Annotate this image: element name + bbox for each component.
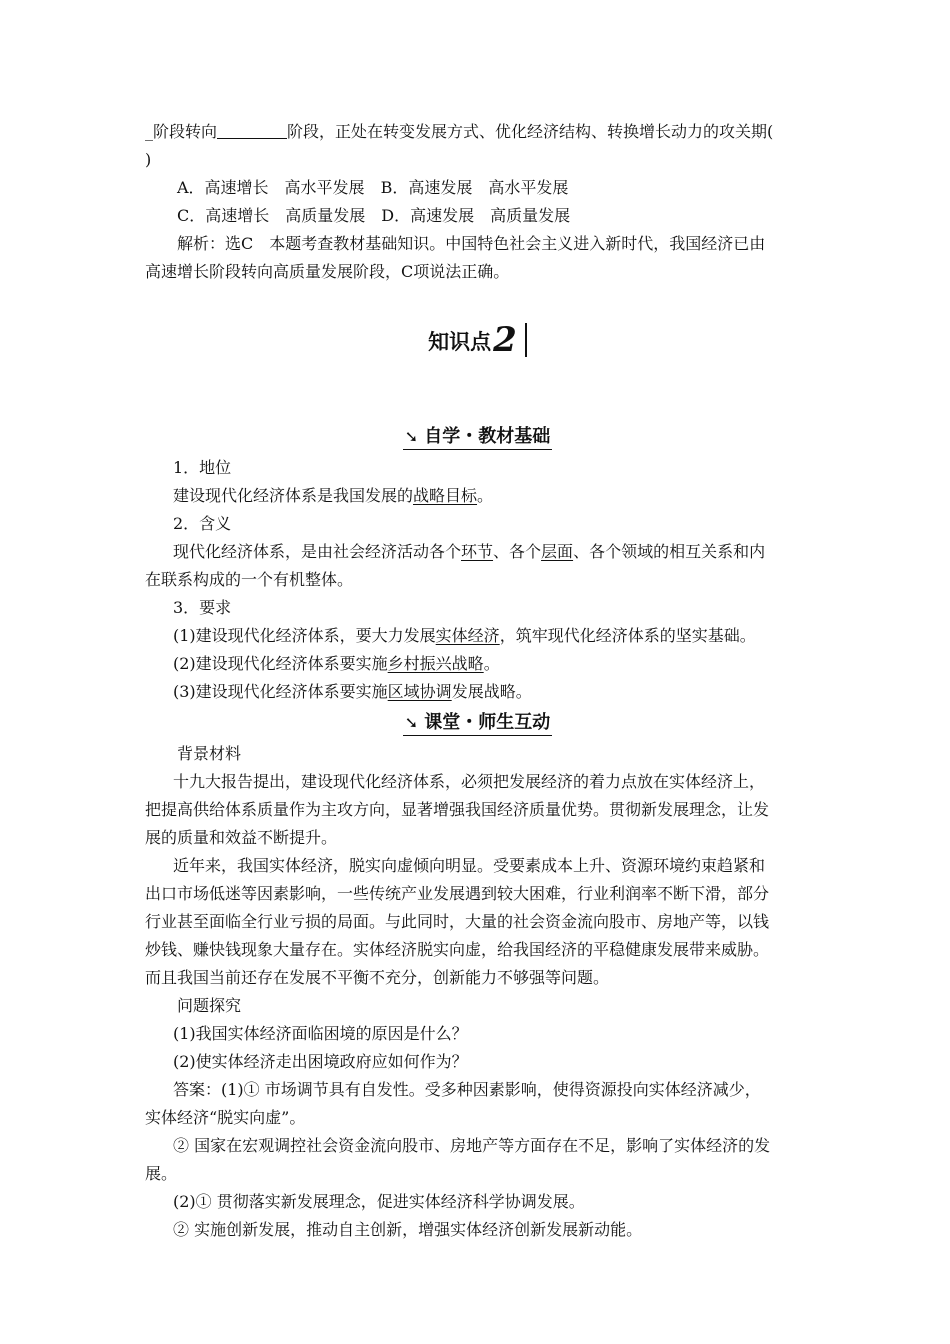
background-p1-line2: 把提高供给体系质量作为主攻方向，显著增强我国经济质量优势。贯彻新发展理念，让发 <box>145 800 770 819</box>
analysis-line-1: 解析：选C 本题考查教材基础知识。中国特色社会主义进入新时代，我国经济已由 <box>177 234 766 253</box>
stem-part2: 阶段，正处在转变发展方式、优化经济结构、转换增长动力的攻关期( <box>287 122 774 141</box>
item-heading-3: 3．要求 <box>173 598 232 617</box>
item-text-1 <box>145 482 810 510</box>
background-p2-line2: 出口市场低迷等因素影响，一些传统产业发展遇到较大困难，行业利润率不断下滑，部分 <box>145 884 770 903</box>
requirement-3 <box>145 678 810 706</box>
stem-close-paren: ) <box>145 150 152 169</box>
section-title: 自学・教材基础 <box>424 426 551 447</box>
option-c: C．高速增长 高质量发展 <box>177 206 366 225</box>
underlined-term: 区域协调 <box>387 682 452 701</box>
requirement-1 <box>145 622 810 650</box>
text: 现代化经济体系，是由社会经济活动各个 <box>173 542 462 561</box>
section-heading-classroom <box>145 706 810 740</box>
text: ，筑牢现代化经济体系的坚实基础。 <box>499 626 756 645</box>
question-stem-line <box>145 118 810 146</box>
options-row-cd <box>145 202 810 230</box>
text: (1)建设现代化经济体系，要大力发展 <box>173 626 436 645</box>
answer-2-line1: ② 国家在宏观调控社会资金流向股市、房地产等方面存在不足，影响了实体经济的发 <box>173 1136 771 1155</box>
knowledge-point-heading <box>145 316 810 420</box>
text: 。 <box>483 654 500 673</box>
answer-4: ② 实施创新发展，推动自主创新，增强实体经济创新发展新动能。 <box>173 1220 643 1239</box>
heading-bar <box>525 323 527 357</box>
section-title: 课堂・师生互动 <box>424 712 551 733</box>
analysis-line-2: 高速增长阶段转向高质量发展阶段，C项说法正确。 <box>145 262 510 281</box>
answer-1-line1: 答案：(1)① 市场调节具有自发性。受多种因素影响，使得资源投向实体经济减少， <box>173 1080 761 1099</box>
underlined-term: 乡村振兴战略 <box>387 654 484 673</box>
requirement-2 <box>145 650 810 678</box>
text: (2)建设现代化经济体系要实施 <box>173 654 388 673</box>
options-row-ab <box>145 174 810 202</box>
background-p2-line3: 行业甚至面临全行业亏损的局面。与此同时，大量的社会资金流向股市、房地产等，以钱 <box>145 912 770 931</box>
underlined-term: 层面 <box>541 542 574 561</box>
background-p1-line1: 十九大报告提出，建设现代化经济体系，必须把发展经济的着力点放在实体经济上， <box>173 772 766 791</box>
background-p2-line5: 而且我国当前还存在发展不平衡不充分，创新能力不够强等问题。 <box>145 968 610 987</box>
option-d: D．高速发展 高质量发展 <box>381 206 571 225</box>
underlined-term: 实体经济 <box>435 626 500 645</box>
option-a: A．高速增长 高水平发展 <box>177 178 365 197</box>
text: (3)建设现代化经济体系要实施 <box>173 682 388 701</box>
text: 。 <box>477 486 494 505</box>
text: 发展战略。 <box>451 682 532 701</box>
arrow-icon: ➘ <box>404 713 419 732</box>
item-heading-1: 1．地位 <box>173 458 232 477</box>
background-title: 背景材料 <box>177 744 242 763</box>
section-heading-self-study <box>145 420 810 454</box>
answer-blank <box>217 120 287 139</box>
arrow-icon: ➘ <box>404 427 419 446</box>
text: 建设现代化经济体系是我国发展的 <box>173 486 414 505</box>
inquiry-title: 问题探究 <box>177 996 242 1015</box>
stem-part1: _阶段转向 <box>145 122 218 141</box>
question-1: (1)我国实体经济面临困境的原因是什么？ <box>173 1024 468 1043</box>
text: 、各个 <box>493 542 542 561</box>
page-content <box>145 118 810 1244</box>
background-p2-line4: 炒钱、赚快钱现象大量存在。实体经济脱实向虚，给我国经济的平稳健康发展带来威胁。 <box>145 940 770 959</box>
item-text-2-line1 <box>145 538 810 566</box>
text: 、各个领域的相互关系和内 <box>573 542 766 561</box>
background-p2-line1: 近年来，我国实体经济，脱实向虚倾向明显。受要素成本上升、资源环境约束趋紧和 <box>173 856 766 875</box>
item-text-2-line2: 在联系构成的一个有机整体。 <box>145 570 354 589</box>
knowledge-point-number: 2 <box>493 320 517 360</box>
option-b: B．高速发展 高水平发展 <box>380 178 569 197</box>
answer-2-line2: 展。 <box>145 1164 178 1183</box>
question-2: (2)使实体经济走出困境政府应如何作为？ <box>173 1052 468 1071</box>
answer-3: (2)① 贯彻落实新发展理念，促进实体经济科学协调发展。 <box>173 1192 585 1211</box>
answer-1-line2: 实体经济“脱实向虚”。 <box>145 1108 306 1127</box>
knowledge-point-label: 知识点 <box>428 330 492 354</box>
item-heading-2: 2．含义 <box>173 514 232 533</box>
underlined-term: 战略目标 <box>413 486 478 505</box>
background-p1-line3: 展的质量和效益不断提升。 <box>145 828 338 847</box>
question-stem-close <box>145 146 810 174</box>
underlined-term: 环节 <box>461 542 494 561</box>
